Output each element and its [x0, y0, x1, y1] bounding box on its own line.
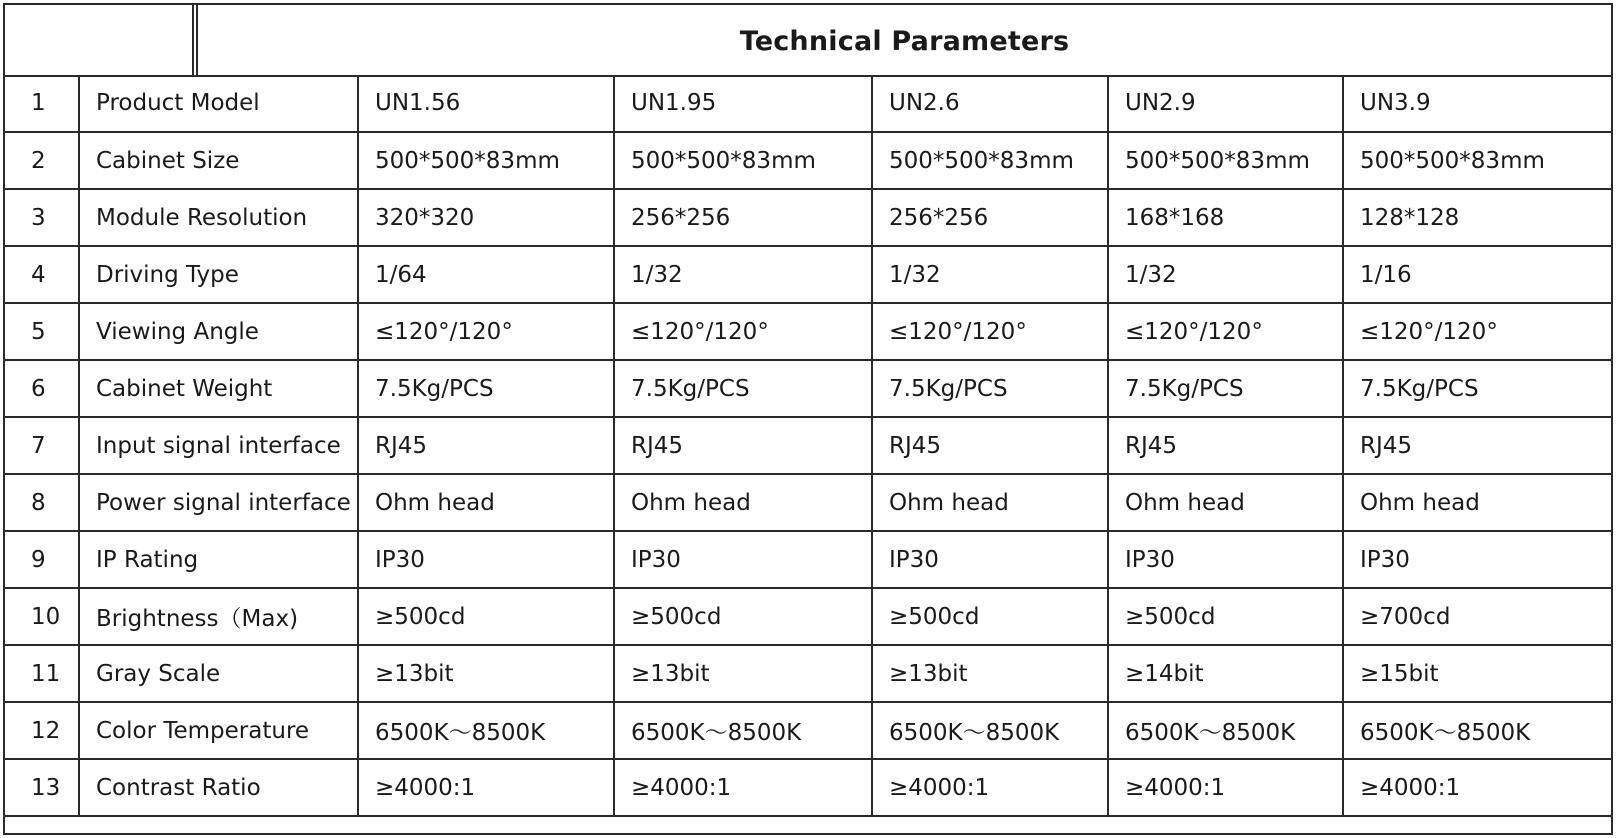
- parameter-label: IP Rating: [79, 531, 358, 588]
- table-row: [5, 474, 1611, 531]
- row-number: 4: [5, 246, 79, 303]
- parameter-label: Brightness（Max): [79, 588, 358, 645]
- table-title-row: [5, 5, 1611, 77]
- row-number: 5: [5, 303, 79, 360]
- parameter-value: IP30: [358, 531, 614, 588]
- parameter-value: RJ45: [614, 417, 872, 474]
- parameter-label: Product Model: [79, 75, 358, 132]
- parameter-value: IP30: [872, 531, 1108, 588]
- row-number: 12: [5, 702, 79, 759]
- row-number: 10: [5, 588, 79, 645]
- row-number: 13: [5, 759, 79, 816]
- parameter-value: 500*500*83mm: [872, 132, 1108, 189]
- parameter-value: RJ45: [1108, 417, 1343, 474]
- parameter-value: ≥4000:1: [1343, 759, 1611, 816]
- parameter-value: 320*320: [358, 189, 614, 246]
- parameter-value: ≥4000:1: [1108, 759, 1343, 816]
- parameter-value: 500*500*83mm: [1343, 132, 1611, 189]
- row-number: 6: [5, 360, 79, 417]
- parameter-value: ≥500cd: [872, 588, 1108, 645]
- parameter-label: Contrast Ratio: [79, 759, 358, 816]
- table-row: [5, 702, 1611, 759]
- table-row: [5, 645, 1611, 702]
- parameter-value: 1/16: [1343, 246, 1611, 303]
- parameter-value: 1/64: [358, 246, 614, 303]
- parameter-label: Power signal interface: [79, 474, 358, 531]
- parameter-value: 6500K～8500K: [614, 702, 872, 759]
- parameter-value: ≥4000:1: [358, 759, 614, 816]
- parameter-value: ≥15bit: [1343, 645, 1611, 702]
- table-row: [5, 588, 1611, 645]
- parameter-value: IP30: [1108, 531, 1343, 588]
- parameter-label: Driving Type: [79, 246, 358, 303]
- table-row: [5, 417, 1611, 474]
- row-number: 7: [5, 417, 79, 474]
- parameter-value: 256*256: [614, 189, 872, 246]
- parameter-label: Viewing Angle: [79, 303, 358, 360]
- parameter-value: Ohm head: [872, 474, 1108, 531]
- parameter-value: 7.5Kg/PCS: [358, 360, 614, 417]
- parameter-value: ≤120°/120°: [358, 303, 614, 360]
- parameter-value: ≥14bit: [1108, 645, 1343, 702]
- parameter-value: 6500K～8500K: [1343, 702, 1611, 759]
- parameter-value: 1/32: [614, 246, 872, 303]
- table-row: [5, 246, 1611, 303]
- parameter-value: UN1.56: [358, 75, 614, 132]
- parameter-value: 6500K～8500K: [358, 702, 614, 759]
- parameter-value: ≥500cd: [614, 588, 872, 645]
- parameter-value: ≥4000:1: [872, 759, 1108, 816]
- parameter-value: ≤120°/120°: [872, 303, 1108, 360]
- parameter-value: ≤120°/120°: [614, 303, 872, 360]
- table-row: [5, 759, 1611, 816]
- table-row: [5, 531, 1611, 588]
- parameter-value: ≥13bit: [872, 645, 1108, 702]
- parameter-value: 1/32: [872, 246, 1108, 303]
- parameter-value: 128*128: [1343, 189, 1611, 246]
- parameters-table-body: [5, 75, 1611, 816]
- parameter-value: RJ45: [1343, 417, 1611, 474]
- row-number: 1: [5, 75, 79, 132]
- parameter-value: 7.5Kg/PCS: [614, 360, 872, 417]
- parameter-value: 7.5Kg/PCS: [872, 360, 1108, 417]
- parameter-value: ≥700cd: [1343, 588, 1611, 645]
- parameter-value: RJ45: [358, 417, 614, 474]
- row-number: 9: [5, 531, 79, 588]
- table-title: Technical Parameters: [739, 26, 1070, 57]
- table-row: [5, 189, 1611, 246]
- row-number: 2: [5, 132, 79, 189]
- parameter-value: ≥500cd: [1108, 588, 1343, 645]
- parameter-value: 168*168: [1108, 189, 1343, 246]
- parameter-label: Color Temperature: [79, 702, 358, 759]
- table-row: [5, 132, 1611, 189]
- parameter-value: UN3.9: [1343, 75, 1611, 132]
- table-row: [5, 75, 1611, 132]
- row-number: 8: [5, 474, 79, 531]
- parameter-value: UN2.6: [872, 75, 1108, 132]
- parameter-value: ≥13bit: [614, 645, 872, 702]
- parameter-value: RJ45: [872, 417, 1108, 474]
- parameters-table-frame: [3, 3, 1613, 835]
- table-row: [5, 360, 1611, 417]
- parameter-value: IP30: [1343, 531, 1611, 588]
- parameter-label: Cabinet Weight: [79, 360, 358, 417]
- parameter-value: UN1.95: [614, 75, 872, 132]
- parameter-value: Ohm head: [1343, 474, 1611, 531]
- parameter-value: 7.5Kg/PCS: [1343, 360, 1611, 417]
- parameter-label: Cabinet Size: [79, 132, 358, 189]
- parameter-value: IP30: [614, 531, 872, 588]
- parameter-value: 6500K～8500K: [1108, 702, 1343, 759]
- parameter-value: ≤120°/120°: [1108, 303, 1343, 360]
- parameter-value: Ohm head: [1108, 474, 1343, 531]
- parameter-value: ≥500cd: [358, 588, 614, 645]
- parameter-value: 500*500*83mm: [614, 132, 872, 189]
- parameter-label: Input signal interface: [79, 417, 358, 474]
- parameter-value: 7.5Kg/PCS: [1108, 360, 1343, 417]
- parameter-value: UN2.9: [1108, 75, 1343, 132]
- parameter-value: ≥13bit: [358, 645, 614, 702]
- parameter-value: 1/32: [1108, 246, 1343, 303]
- parameter-value: 6500K～8500K: [872, 702, 1108, 759]
- parameter-value: Ohm head: [358, 474, 614, 531]
- parameter-value: 256*256: [872, 189, 1108, 246]
- parameter-value: ≥4000:1: [614, 759, 872, 816]
- parameter-value: 500*500*83mm: [358, 132, 614, 189]
- row-number: 3: [5, 189, 79, 246]
- parameter-value: Ohm head: [614, 474, 872, 531]
- parameter-value: 500*500*83mm: [1108, 132, 1343, 189]
- table-row: [5, 303, 1611, 360]
- parameter-label: Module Resolution: [79, 189, 358, 246]
- title-corner-cell: [5, 5, 198, 75]
- parameter-label: Gray Scale: [79, 645, 358, 702]
- parameters-table: [5, 75, 1611, 817]
- row-number: 11: [5, 645, 79, 702]
- parameter-value: ≤120°/120°: [1343, 303, 1611, 360]
